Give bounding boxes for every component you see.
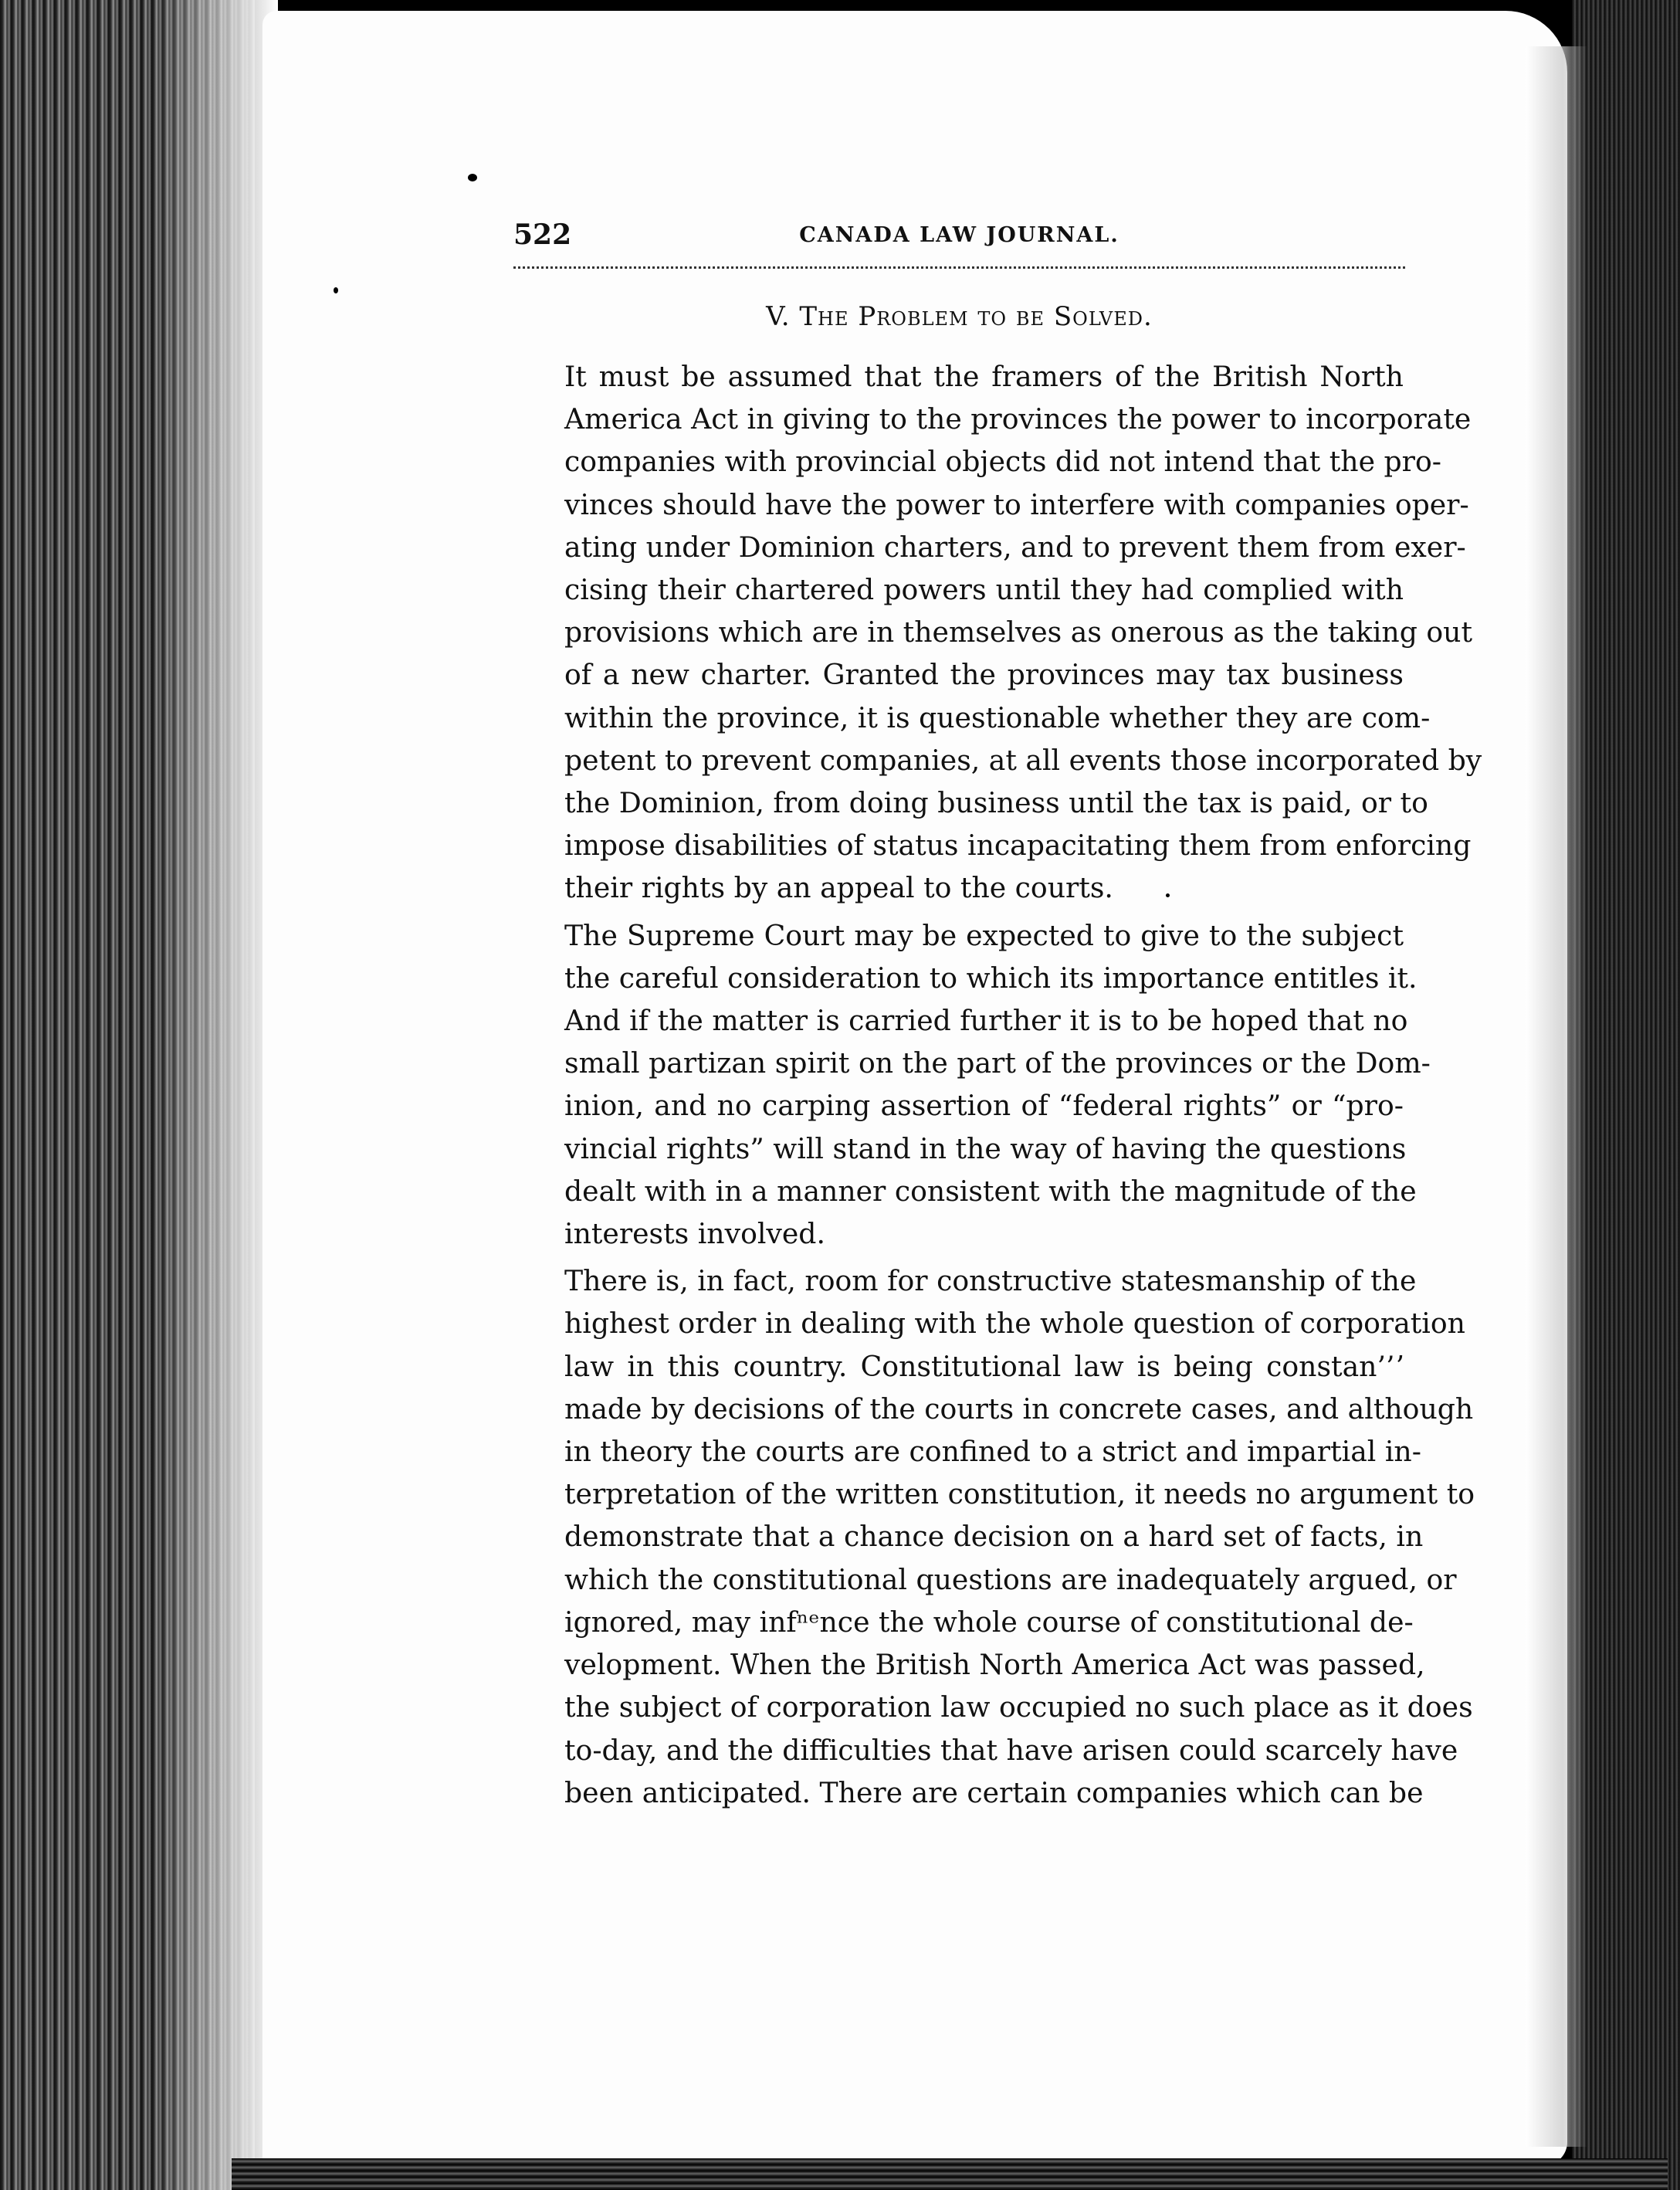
text-line: terpretation of the written constitution, it needs no argument to: [564, 1477, 1475, 1511]
text-line: dealt with in a manner consistent with the magnitude of the: [564, 1174, 1417, 1208]
text-line: in theory the courts are confined to a strict and impartial in-: [564, 1435, 1421, 1469]
text-line: inion, and no carping assertion of “federal rights” or “pro-: [564, 1089, 1404, 1123]
text-line: been anticipated. There are certain companies which can be: [564, 1775, 1424, 1809]
body-text: [516, 355, 1482, 1819]
text-line: the Dominion, from doing business until the tax is paid, or to: [564, 786, 1428, 820]
text-line: impose disabilities of status incapacitating them from enforcing: [564, 829, 1472, 863]
text-line: It must be assumed that the framers of the British North: [564, 360, 1404, 393]
text-line: The Supreme Court may be expected to give to the subject: [564, 918, 1404, 952]
text-line: America Act in giving to the provinces the power to incorporate: [564, 402, 1472, 436]
page-right-edge: [1572, 0, 1680, 2190]
text-line: And if the matter is carried further it is to be hoped that no: [564, 1004, 1408, 1038]
text-line: their rights by an appeal to the courts.: [564, 871, 1113, 905]
text-line: made by decisions of the courts in concrete cases, and although: [564, 1392, 1474, 1426]
text-line: law in this country. Constitutional law is being constan’’ʼ: [564, 1349, 1404, 1383]
page-number: 522: [513, 219, 572, 251]
text-line: vinces should have the power to interfere with companies oper-: [564, 487, 1469, 521]
text-line: to-day, and the difficulties that have arisen could scarcely have: [564, 1733, 1458, 1767]
scan-speck: [334, 287, 338, 293]
text-line: cising their chartered powers until they had complied with: [564, 573, 1404, 607]
text-line: demonstrate that a chance decision on a hard set of facts, in: [564, 1520, 1424, 1554]
paragraph-3: [516, 1259, 1475, 1814]
text-line: velopment. When the British North America Act was passed,: [564, 1648, 1425, 1682]
text-line: of a new charter. Granted the provinces may tax business: [564, 658, 1404, 692]
text-line: interests involved.: [564, 1217, 825, 1251]
running-header: [513, 219, 1405, 265]
paragraph-2: [516, 914, 1431, 1256]
paragraph-1: [516, 355, 1482, 910]
text-line: ating under Dominion charters, and to prevent them from exer-: [564, 530, 1466, 564]
header-rule: [513, 266, 1405, 269]
text-line: small partizan spirit on the part of the provinces or the Dom-: [564, 1046, 1431, 1080]
text-line: vincial rights” will stand in the way of having the questions: [564, 1131, 1407, 1165]
text-line: which the constitutional questions are inadequately argued, or: [564, 1562, 1457, 1596]
scan-speck: [468, 174, 477, 181]
journal-title: CANADA LAW JOURNAL.: [799, 223, 1119, 247]
text-line: highest order in dealing with the whole question of corporation: [564, 1307, 1465, 1341]
text-line: the careful consideration to which its importance entitles it.: [564, 961, 1418, 995]
section-title: V. The Problem to be Solved.: [766, 301, 1153, 332]
text-line: petent to prevent companies, at all events those incorporated by: [564, 743, 1482, 777]
text-line: There is, in fact, room for constructive statesmanship of the: [564, 1264, 1417, 1298]
gutter-shadow: [154, 0, 278, 2190]
text-line: provisions which are in themselves as onerous as the taking out: [564, 615, 1473, 649]
text-line: the subject of corporation law occupied no such place as it does: [564, 1690, 1473, 1724]
text-line: companies with provincial objects did not intend that the pro-: [564, 445, 1441, 479]
page-right-shadow: [1526, 46, 1587, 2147]
text-line: within the province, it is questionable whether they are com-: [564, 700, 1431, 734]
text-line: ignored, may infⁿᵉnce the whole course of constitutional de-: [564, 1605, 1414, 1639]
page-bottom-edge: [232, 2158, 1668, 2190]
